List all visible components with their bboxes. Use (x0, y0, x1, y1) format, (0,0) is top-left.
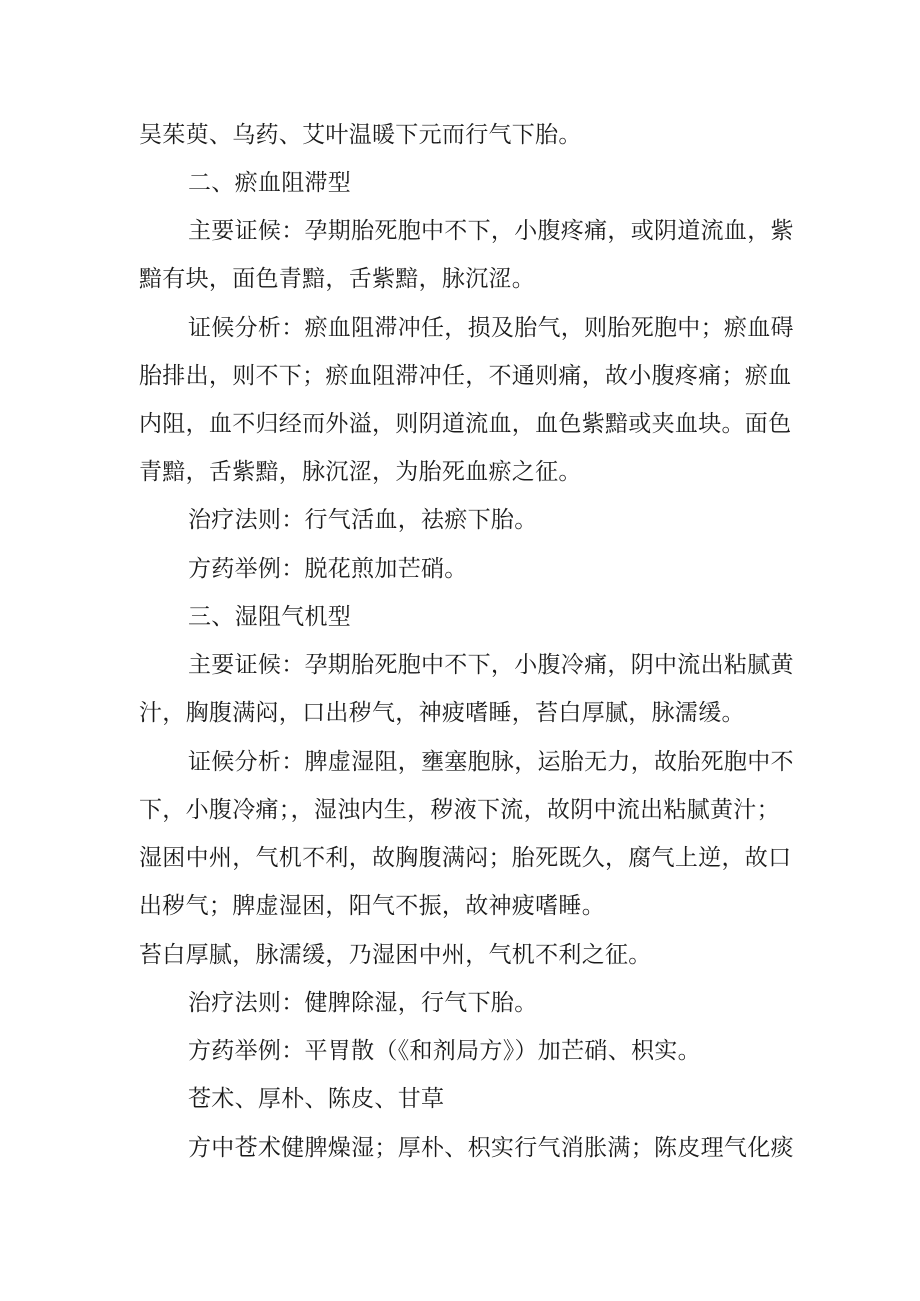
text-line: 苔白厚腻，脉濡缓，乃湿困中州，气机不利之征。 (139, 942, 652, 968)
text-line: 方药举例：脱花煎加芒硝。 (188, 556, 468, 582)
text-line: 黯有块，面色青黯，舌紫黯，脉沉涩。 (139, 266, 536, 292)
text-line: 内阻，血不归经而外溢，则阴道流血，血色紫黯或夹血块。面色 (139, 411, 792, 437)
text-line: 方中苍术健脾燥湿；厚朴、枳实行气消胀满；陈皮理气化痰 (188, 1135, 794, 1161)
text-line: 苍术、厚朴、陈皮、甘草 (188, 1086, 445, 1112)
text-line: 出秽气；脾虚湿困，阳气不振，故神疲嗜睡。 (139, 893, 605, 919)
text-line: 方药举例：平胃散（《和剂局方》）加芒硝、枳实。 (188, 1038, 701, 1064)
text-line: 胎排出，则不下；瘀血阻滞冲任，不通则痛，故小腹疼痛；瘀血 (139, 363, 792, 389)
text-line: 青黯，舌紫黯，脉沉涩，为胎死血瘀之征。 (139, 459, 582, 485)
section-heading: 二、瘀血阻滞型 (188, 170, 352, 196)
text-line: 汁，胸腹满闷，口出秽气，神疲嗜睡，苔白厚腻，脉濡缓。 (139, 700, 745, 726)
text-line: 下，小腹冷痛；，湿浊内生，秽液下流，故阴中流出粘腻黄汁； (139, 797, 780, 823)
text-line: 主要证候：孕期胎死胞中不下，小腹疼痛，或阴道流血，紫 (188, 218, 794, 244)
text-line: 主要证候：孕期胎死胞中不下，小腹冷痛，阴中流出粘腻黄 (188, 652, 794, 678)
text-line: 吴茱萸、乌药、艾叶温暖下元而行气下胎。 (139, 122, 582, 148)
text-line: 证候分析：瘀血阻滞冲任，损及胎气，则胎死胞中；瘀血碍 (188, 315, 794, 341)
section-heading: 三、湿阻气机型 (188, 604, 352, 630)
text-line: 证候分析：脾虚湿阻，壅塞胞脉，运胎无力，故胎死胞中不 (188, 749, 794, 775)
text-line: 治疗法则：健脾除湿，行气下胎。 (188, 990, 538, 1016)
text-line: 治疗法则：行气活血，祛瘀下胎。 (188, 507, 538, 533)
text-line: 湿困中州，气机不利，故胸腹满闷；胎死既久，腐气上逆，故口 (139, 845, 792, 871)
